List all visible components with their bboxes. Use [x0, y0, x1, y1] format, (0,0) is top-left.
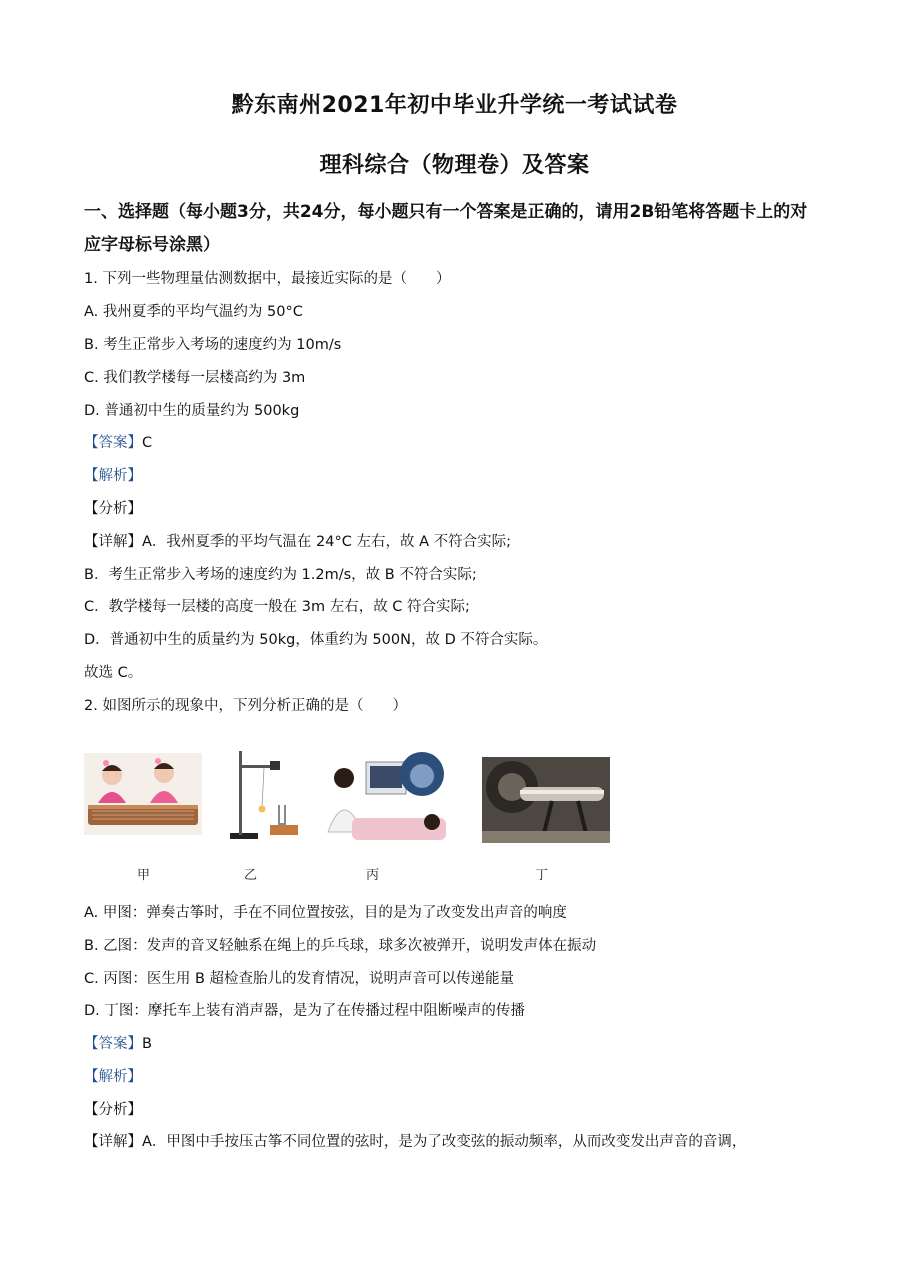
figure-caption-ding: 丁 [535, 868, 549, 883]
q1-answer [84, 433, 152, 453]
section-heading: 一、选择题（每小题3分，共24分，每小题只有一个答案是正确的，请用2B铅笔将答题卡上的对应字母标号涂黑） [84, 202, 808, 255]
q2-detail-1 [84, 1132, 746, 1152]
document-subtitle: 理科综合（物理卷）及答案 [319, 153, 590, 178]
q2-answer [84, 1034, 152, 1054]
figure-caption-jia: 甲 [137, 868, 151, 883]
q1-option-d: D. 普通初中生的质量约为 500kg [84, 403, 300, 419]
q2-analysis-tag: 【解析】 [84, 1069, 142, 1085]
detail-tag: 【详解】 [84, 534, 142, 550]
q2-option-d: D. 丁图：摩托车上装有消声器，是为了在传播过程中阻断噪声的传播 [84, 1003, 525, 1019]
motorcycle-silencer-figure [482, 757, 610, 843]
answer-value: C [142, 435, 153, 451]
figure-caption-bing: 丙 [366, 868, 380, 883]
q2-stem: 2. 如图所示的现象中，下列分析正确的是（ ） [84, 698, 407, 714]
q1-fenxi-tag: 【分析】 [84, 501, 142, 517]
answer-tag: 【答案】 [84, 435, 142, 451]
q2-option-c: C. 丙图：医生用 B 超检查胎儿的发育情况，说明声音可以传递能量 [84, 971, 515, 987]
q1-option-b: B. 考生正常步入考场的速度约为 10m/s [84, 337, 342, 353]
tuning-fork-figure [226, 747, 304, 843]
q1-option-a: A. 我州夏季的平均气温约为 50°C [84, 304, 303, 320]
q1-conclusion: 故选 C。 [84, 665, 143, 681]
answer-value: B [142, 1036, 152, 1052]
q1-analysis-tag: 【解析】 [84, 468, 142, 484]
q1-detail-2: B．考生正常步入考场的速度约为 1.2m/s，故 B 不符合实际; [84, 567, 477, 583]
q1-detail-4: D．普通初中生的质量约为 50kg，体重约为 500N，故 D 不符合实际。 [84, 632, 548, 648]
q2-fenxi-tag: 【分析】 [84, 1102, 142, 1118]
detail-text: A．甲图中手按压古筝不同位置的弦时，是为了改变弦的振动频率，从而改变发出声音的音调， [142, 1134, 747, 1150]
answer-tag: 【答案】 [84, 1036, 142, 1052]
q1-stem: 1. 下列一些物理量估测数据中，最接近实际的是（ ） [84, 271, 451, 287]
ultrasound-figure [322, 752, 446, 844]
q1-detail-1 [84, 532, 511, 552]
document-title: 黔东南州2021年初中毕业升学统一考试试卷 [231, 93, 678, 118]
q2-option-b: B. 乙图：发声的音叉轻触系在绳上的乒乓球，球多次被弹开，说明发声体在振动 [84, 938, 597, 954]
q1-detail-3: C．教学楼每一层楼的高度一般在 3m 左右，故 C 符合实际; [84, 599, 470, 615]
figure-caption-yi: 乙 [244, 868, 258, 883]
detail-tag: 【详解】 [84, 1134, 142, 1150]
detail-text: A．我州夏季的平均气温在 24°C 左右，故 A 不符合实际; [142, 534, 511, 550]
guzheng-figure [84, 753, 202, 835]
q1-option-c: C. 我们教学楼每一层楼高约为 3m [84, 370, 306, 386]
q2-option-a: A. 甲图：弹奏古筝时，手在不同位置按弦，目的是为了改变发出声音的响度 [84, 905, 567, 921]
